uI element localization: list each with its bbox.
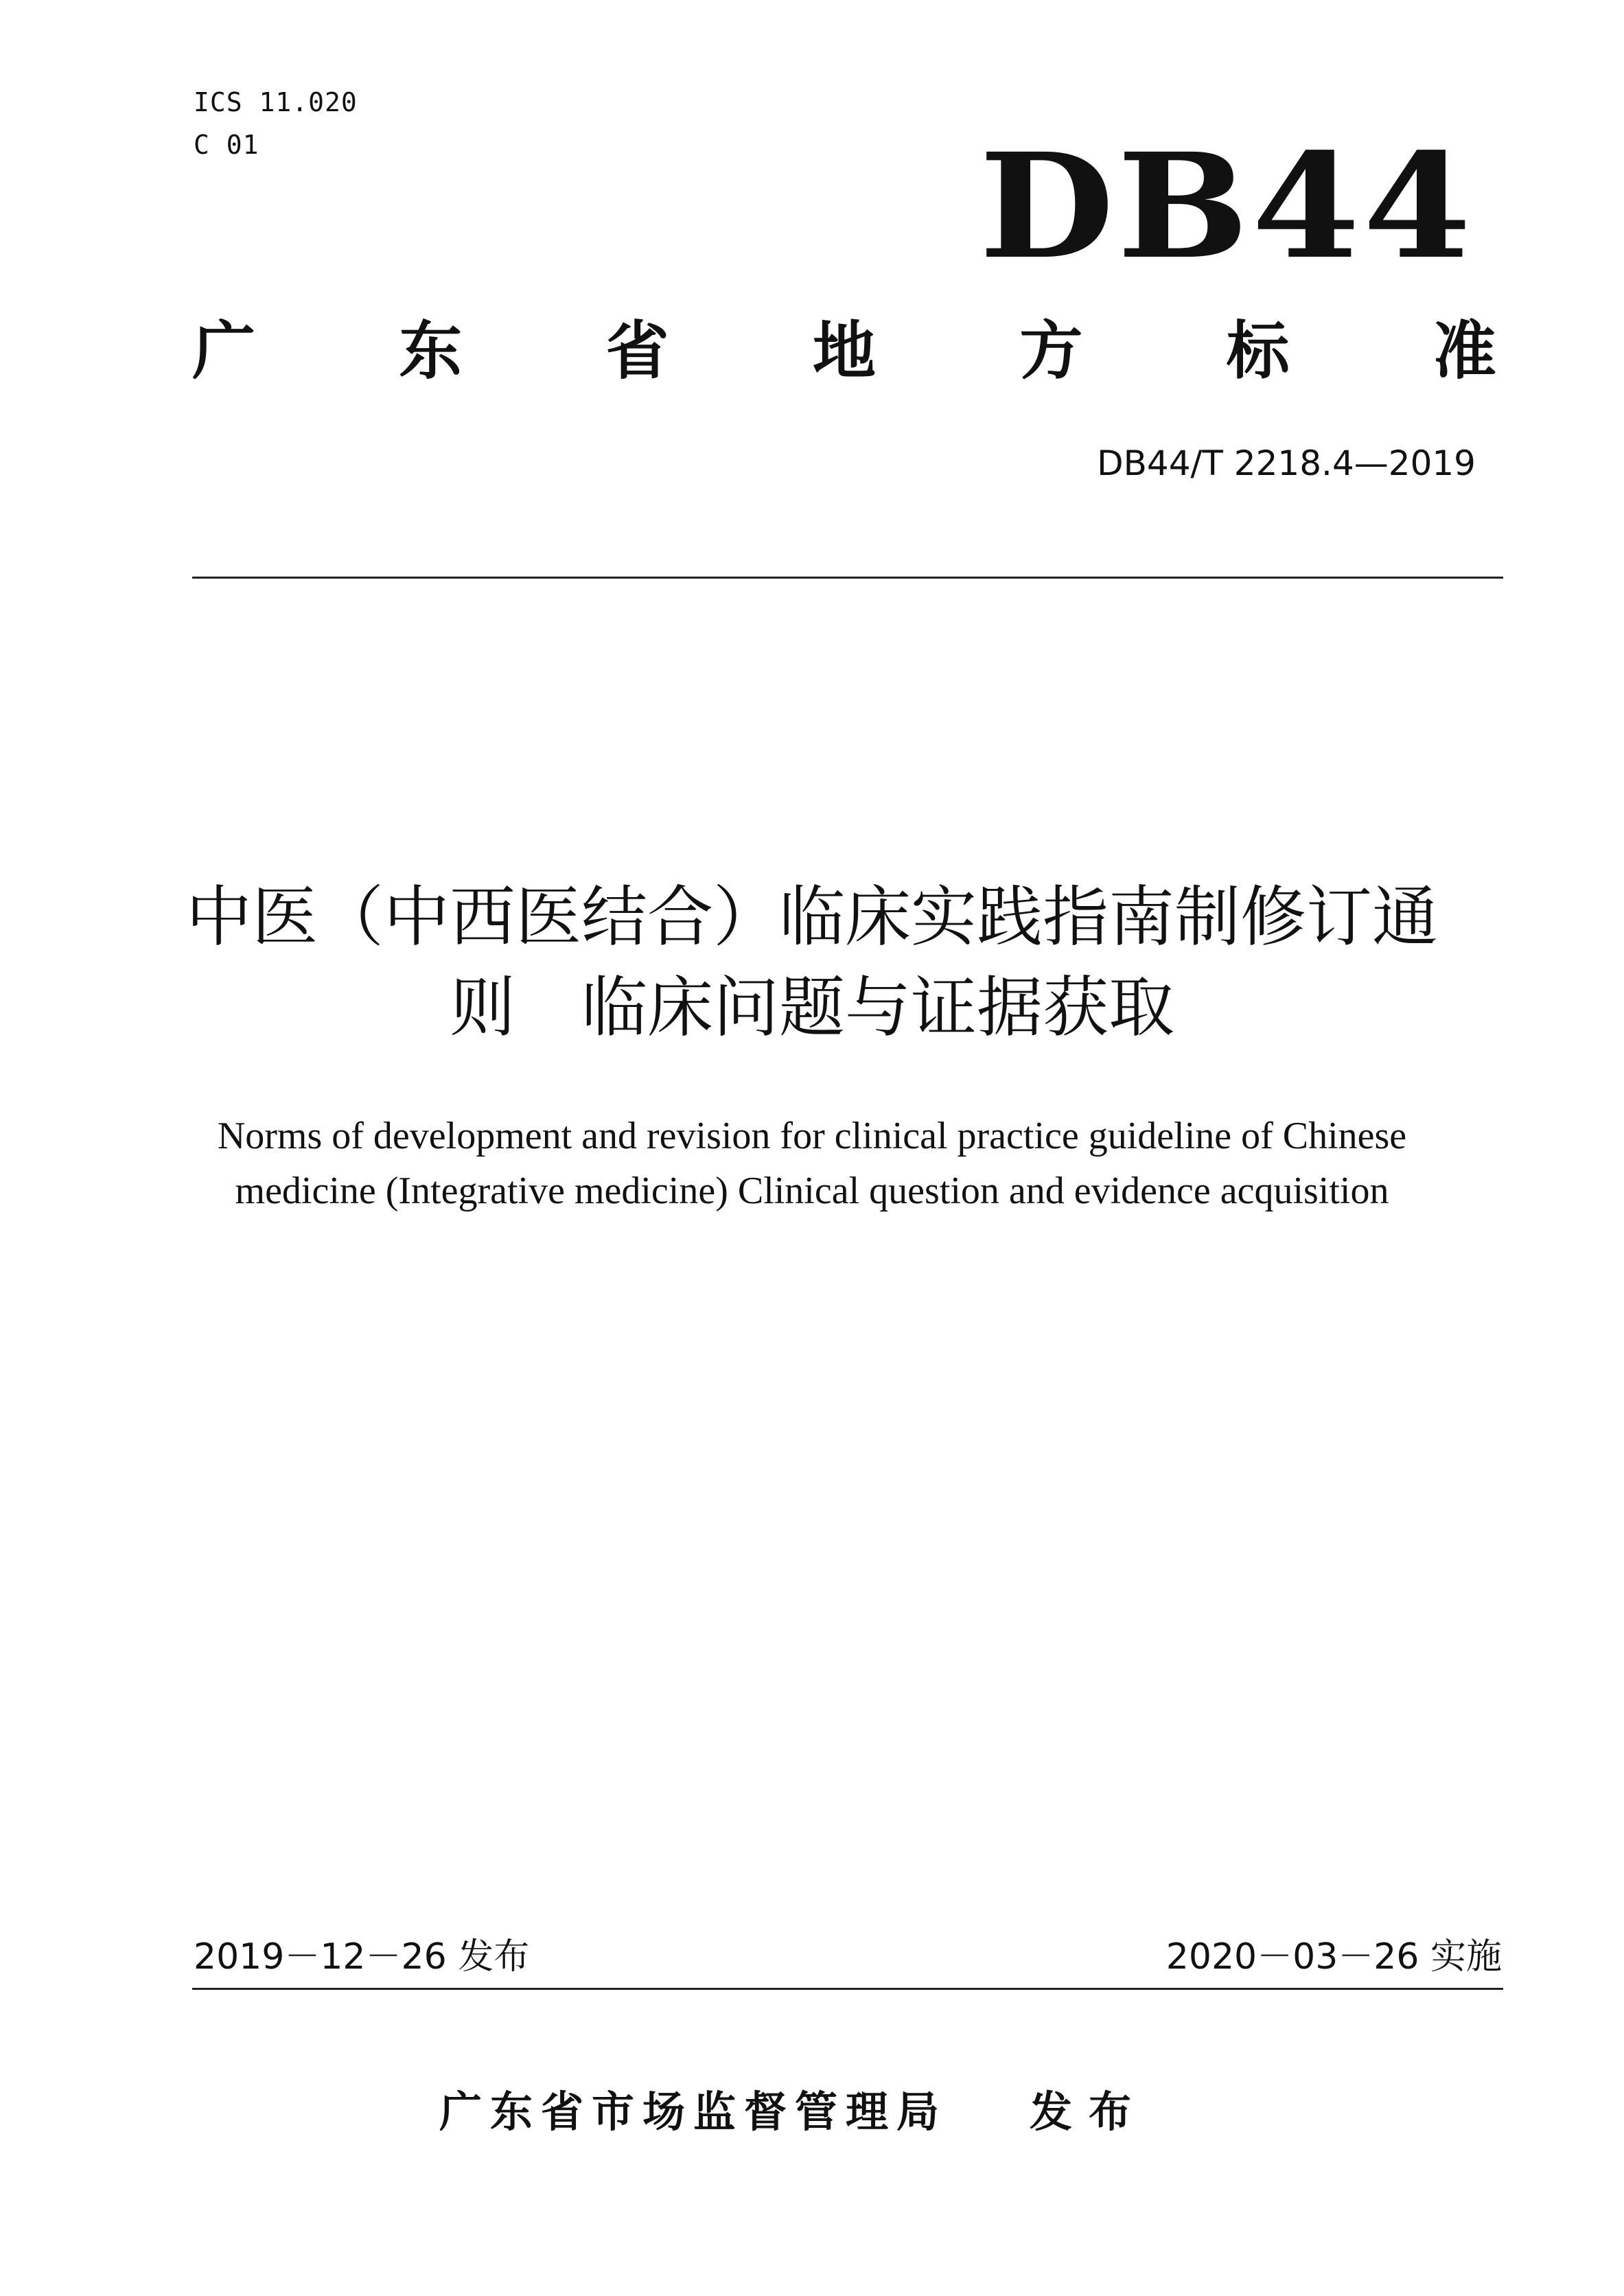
ics-code: ICS 11.020 [194, 87, 358, 117]
standard-code: DB44/T 2218.4—2019 [1097, 443, 1476, 483]
chinese-title-line: 中医（中西医结合）临床实践指南制修订通 [186, 879, 1438, 955]
issuer-row [439, 2081, 1148, 2143]
top-divider [192, 577, 1503, 579]
bottom-divider [192, 1988, 1503, 1990]
issuer-name: 广东省市场监督管理局 [439, 2087, 948, 2137]
standard-type-char: 准 [1432, 314, 1496, 388]
english-title [124, 1109, 1500, 1218]
standard-type-char: 东 [399, 314, 463, 388]
standard-type-char: 标 [1226, 314, 1290, 388]
standard-type-char: 地 [812, 314, 876, 388]
english-title-line: Norms of development and revision for clinical practice guideline of Chinese [217, 1115, 1407, 1157]
standard-type-char: 方 [1019, 314, 1083, 388]
chinese-title-line: 则 临床问题与证据获取 [450, 969, 1174, 1046]
implement-date: 2020－03－26 实施 [1165, 1936, 1502, 1978]
english-title-line: medicine (Integrative medicine) Clinical question and evidence acquisition [235, 1170, 1389, 1212]
classification-codes [194, 81, 358, 166]
chinese-title [124, 872, 1500, 1053]
standard-type-title [192, 310, 1496, 393]
date-row [194, 1932, 1502, 1982]
publish-date: 2019－12－26 发布 [194, 1936, 530, 1978]
ccs-code: C 01 [194, 130, 259, 160]
db44-logo: DB44 [979, 121, 1474, 291]
standard-type-char: 省 [605, 314, 669, 388]
issuer-action: 发布 [1030, 2087, 1148, 2137]
standard-type-char: 广 [192, 314, 256, 388]
